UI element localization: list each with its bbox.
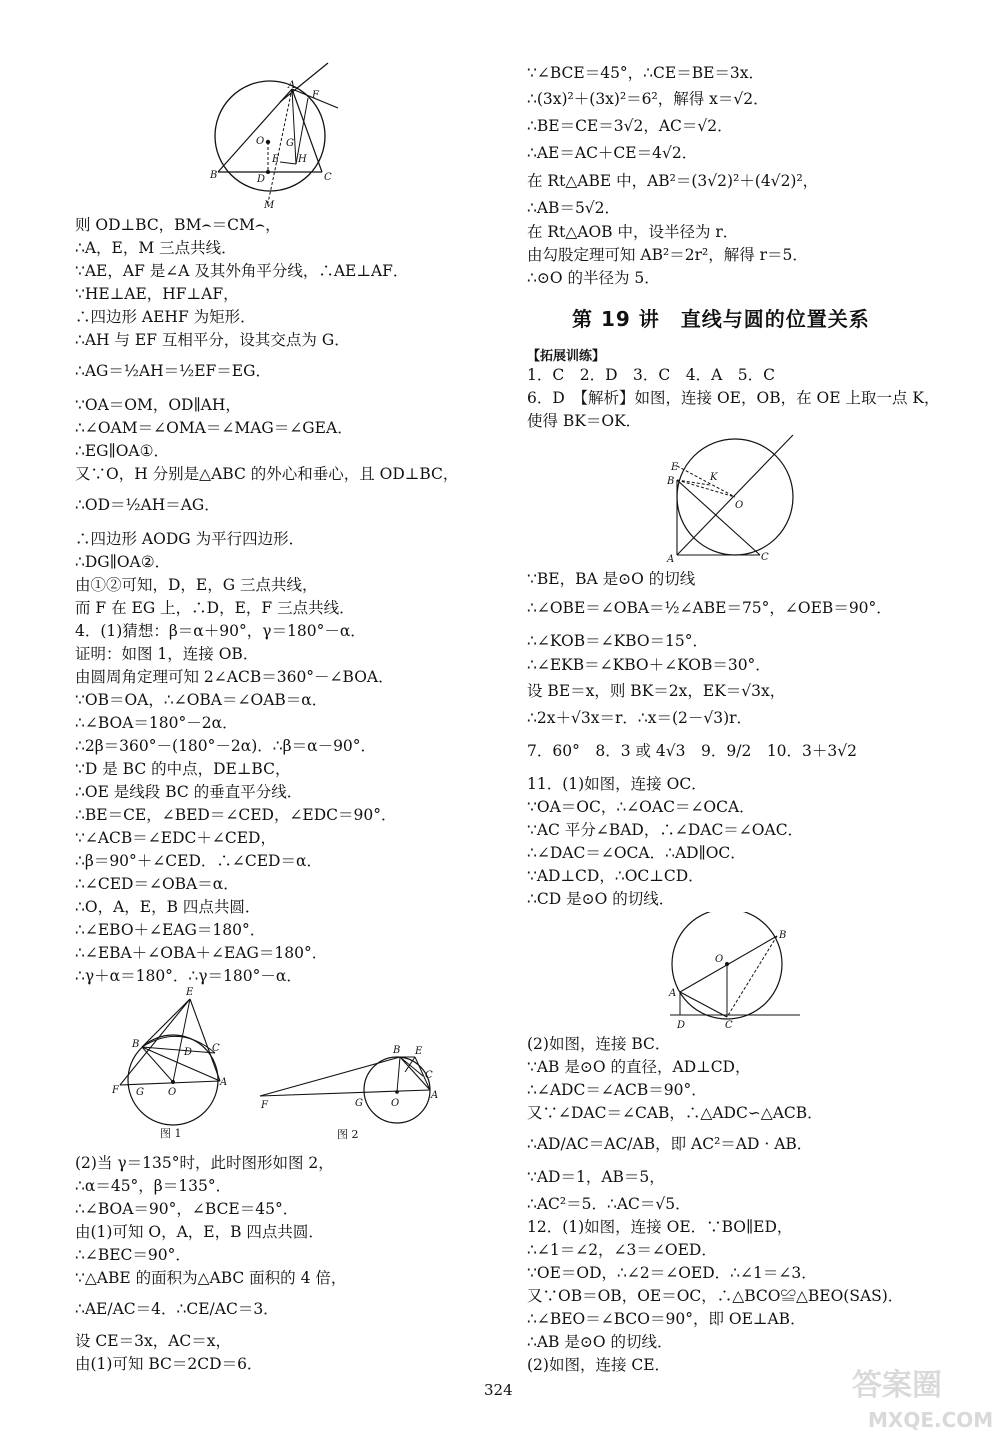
text-line: ∴O，A，E，B 四点共圆． bbox=[75, 898, 261, 916]
fig-label: O bbox=[391, 1098, 400, 1109]
text-line: ∵∠BCE＝45°，∴CE＝BE＝3x． bbox=[527, 64, 765, 82]
text-line: ∴A，E，M 三点共线． bbox=[75, 239, 237, 257]
figure-circle-orthocenter bbox=[200, 58, 350, 213]
fig-label: A bbox=[669, 988, 677, 999]
text-line: ∴AG＝½AH＝½EF＝EG． bbox=[75, 362, 271, 380]
text-line: (2)当 γ＝135°时，此时图形如图 2， bbox=[75, 1154, 334, 1172]
text-line: 在 Rt△AOB 中，设半径为 r． bbox=[527, 223, 739, 241]
text-line: 4．(1)猜想：β＝α＋90°，γ＝180°－α． bbox=[75, 622, 366, 640]
text-line: ∵∠ACB＝∠EDC＋∠CED， bbox=[75, 829, 276, 847]
text-line: ∴α＝45°，β＝135°． bbox=[75, 1177, 232, 1195]
text-line: 又∵∠DAC＝∠CAB，∴△ADC∽△ACB． bbox=[527, 1104, 823, 1122]
text-line: (2)如图，连接 BC． bbox=[527, 1035, 671, 1053]
figure-1 bbox=[110, 985, 240, 1145]
fig-label: A bbox=[220, 1077, 228, 1088]
text-line: (2)如图，连接 CE． bbox=[527, 1356, 671, 1374]
fig-label: C bbox=[725, 1020, 733, 1031]
text-line: ∴OD＝½AH＝AG． bbox=[75, 496, 220, 514]
fig-label: C bbox=[324, 172, 332, 183]
fig-label: D bbox=[184, 1047, 193, 1058]
section-title: 第 19 讲 直线与圆的位置关系 bbox=[572, 307, 870, 331]
fig-label: F bbox=[112, 1085, 119, 1096]
text-line: ∴BE＝CE，∠BED＝∠CED，∠EDC＝90°． bbox=[75, 806, 397, 824]
text-line: ∴∠BEO＝∠BCO＝90°，即 OE⊥AB． bbox=[527, 1310, 806, 1328]
text-line: ∴AC²＝5．∴AC＝√5． bbox=[527, 1195, 691, 1213]
text-line: ∴∠OBE＝∠OBA＝½∠ABE＝75°，∠OEB＝90°． bbox=[527, 599, 892, 617]
text-line: ∴∠CED＝∠OBA＝α． bbox=[75, 875, 239, 893]
fig-label: C bbox=[212, 1043, 220, 1054]
text-line: ∵OA＝OC，∴∠OAC＝∠OCA． bbox=[527, 798, 755, 816]
fig-label: B bbox=[210, 170, 218, 181]
fig-label: A bbox=[288, 80, 296, 91]
text-line: ∴AE/AC＝4．∴CE/AC＝3． bbox=[75, 1300, 279, 1318]
text-line: ∵AD＝1，AB＝5， bbox=[527, 1168, 665, 1186]
fig-label: C bbox=[425, 1070, 433, 1081]
text-line: 设 CE＝3x，AC＝x， bbox=[75, 1332, 231, 1350]
fig-label: E bbox=[186, 987, 194, 998]
text-line: ∴∠ADC＝∠ACB＝90°． bbox=[527, 1081, 707, 1099]
text-line: ∴(3x)²＋(3x)²＝6²，解得 x＝√2． bbox=[527, 90, 769, 108]
text-line: ∴OE 是线段 BC 的垂直平分线． bbox=[75, 783, 303, 801]
figure-caption: 图 2 bbox=[337, 1128, 359, 1141]
text-line: 1．C 2．D 3．C 4．A 5．C bbox=[527, 366, 776, 384]
text-line: ∴∠KOB＝∠KBO＝15°． bbox=[527, 632, 709, 650]
section-tag: 【拓展训练】 bbox=[527, 349, 606, 364]
fig-label: C bbox=[761, 552, 769, 563]
fig-label: O bbox=[168, 1087, 177, 1098]
text-line: 证明：如图 1，连接 OB． bbox=[75, 645, 259, 663]
text-line: ∴AB 是⊙O 的切线． bbox=[527, 1333, 673, 1351]
text-line: ∴AD/AC＝AC/AB，即 AC²＝AD · AB． bbox=[527, 1135, 813, 1153]
text-line: 又∵OB＝OB，OE＝OC，∴△BCO≌△BEO(SAS)． bbox=[527, 1287, 904, 1305]
text-line: 7．60° 8．3 或 4√3 9．9/2 10．3＋3√2 bbox=[527, 742, 858, 760]
watermark-text: 答案圈 bbox=[852, 1368, 942, 1403]
text-line: ∴∠OAM＝∠OMA＝∠MAG＝∠GEA． bbox=[75, 419, 353, 437]
fig-label: H bbox=[298, 154, 307, 165]
text-line: ∴2β＝360°－(180°－2α)．∴β＝α－90°． bbox=[75, 737, 377, 755]
text-line: ∴DG∥OA②． bbox=[75, 553, 171, 571]
fig-label: E bbox=[415, 1046, 423, 1057]
text-line: ∵HE⊥AE，HF⊥AF， bbox=[75, 285, 239, 303]
fig-label: G bbox=[355, 1098, 363, 1109]
figure-2 bbox=[255, 1040, 445, 1145]
fig-label: E bbox=[671, 462, 679, 473]
text-line: ∴四边形 AEHF 为矩形． bbox=[75, 308, 256, 326]
fig-label: F bbox=[312, 90, 319, 101]
text-line: ∴⊙O 的半径为 5． bbox=[527, 269, 660, 287]
text-line: ∴EG∥OA①． bbox=[75, 442, 170, 460]
text-line: ∴四边形 AODG 为平行四边形． bbox=[75, 530, 305, 548]
fig-label: G bbox=[136, 1087, 144, 1098]
fig-label: A bbox=[667, 554, 675, 565]
text-line: ∵AD⊥CD，∴OC⊥CD． bbox=[527, 867, 704, 885]
text-line: ∴CD 是⊙O 的切线． bbox=[527, 890, 675, 908]
fig-label: B bbox=[667, 476, 675, 487]
text-line: ∵△ABE 的面积为△ABC 面积的 4 倍， bbox=[75, 1269, 347, 1287]
fig-label: O bbox=[256, 136, 265, 147]
figure-caption: 图 1 bbox=[160, 1127, 182, 1140]
fig-label: K bbox=[710, 472, 718, 483]
text-line: ∵OB＝OA，∴∠OBA＝∠OAB＝α． bbox=[75, 691, 328, 709]
text-line: 在 Rt△ABE 中，AB²＝(3√2)²＋(4√2)²， bbox=[527, 172, 819, 190]
text-line: ∴β＝90°＋∠CED．∴∠CED＝α． bbox=[75, 852, 322, 870]
text-line: ∴∠BOA＝180°－2α． bbox=[75, 714, 238, 732]
text-line: ∴∠BOA＝90°，∠BCE＝45°． bbox=[75, 1200, 299, 1218]
fig-label: O bbox=[735, 500, 744, 511]
text-line: 12．(1)如图，连接 OE．∵BO∥ED， bbox=[527, 1218, 793, 1236]
text-line: ∴AH 与 EF 互相平分，设其交点为 G． bbox=[75, 331, 350, 349]
text-line: ∴BE＝CE＝3√2，AC＝√2． bbox=[527, 117, 733, 135]
text-line: 由①②可知，D，E，G 三点共线， bbox=[75, 576, 318, 594]
fig-label: O bbox=[715, 954, 724, 965]
text-line: 由(1)可知 BC＝2CD＝6． bbox=[75, 1355, 263, 1373]
text-line: ∴AB＝5√2． bbox=[527, 199, 621, 217]
text-line: ∵AC 平分∠BAD，∴∠DAC＝∠OAC． bbox=[527, 821, 804, 839]
fig-label: G bbox=[286, 138, 294, 149]
watermark-logo bbox=[848, 1355, 998, 1435]
fig-label: D bbox=[677, 1020, 686, 1031]
watermark-url: MXQE.COM bbox=[868, 1408, 994, 1432]
text-line: ∵OA＝OM，OD∥AH， bbox=[75, 396, 241, 414]
text-line: ∴∠EBA＋∠OBA＋∠EAG＝180°． bbox=[75, 944, 328, 962]
text-line: 而 F 在 EG 上，∴D，E，F 三点共线． bbox=[75, 599, 355, 617]
fig-label: B bbox=[393, 1045, 401, 1056]
page-number: 324 bbox=[484, 1381, 513, 1399]
text-line: 11．(1)如图，连接 OC． bbox=[527, 775, 707, 793]
text-line: ∵BE，BA 是⊙O 的切线 bbox=[527, 570, 696, 588]
fig-label: E bbox=[272, 154, 280, 165]
text-line: ∵D 是 BC 的中点，DE⊥BC， bbox=[75, 760, 291, 778]
text-line: 设 BE＝x，则 BK＝2x，EK＝√3x， bbox=[527, 682, 786, 700]
text-line: ∴∠1＝∠2，∠3＝∠OED． bbox=[527, 1241, 717, 1259]
text-line: ∴∠DAC＝∠OCA．∴AD∥OC． bbox=[527, 844, 746, 862]
fig-label: M bbox=[264, 200, 275, 211]
text-line: ∴2x＋√3x＝r．∴x＝(2－√3)r． bbox=[527, 709, 753, 727]
fig-label: D bbox=[257, 174, 266, 185]
text-line: ∴∠EBO＋∠EAG＝180°． bbox=[75, 921, 266, 939]
fig-label: B bbox=[779, 930, 787, 941]
text-line: ∵AE，AF 是∠A 及其外角平分线，∴AE⊥AF． bbox=[75, 262, 409, 280]
text-line: 由(1)可知 O，A，E，B 四点共圆． bbox=[75, 1223, 324, 1241]
text-line: 使得 BK＝OK． bbox=[527, 412, 642, 430]
text-line: 由勾股定理可知 AB²＝2r²，解得 r＝5． bbox=[527, 246, 808, 264]
text-line: ∵AB 是⊙O 的直径，AD⊥CD， bbox=[527, 1058, 751, 1076]
text-line: 由圆周角定理可知 2∠ACB＝360°－∠BOA． bbox=[75, 668, 394, 686]
text-line: ∴γ＋α＝180°．∴γ＝180°－α． bbox=[75, 967, 302, 985]
text-line: 6．D 【解析】如图，连接 OE，OB，在 OE 上取一点 K， bbox=[527, 389, 940, 407]
fig-label: F bbox=[261, 1100, 268, 1111]
figure-q6 bbox=[665, 430, 805, 565]
text-line: 则 OD⊥BC，BM⌢＝CM⌢， bbox=[75, 216, 281, 234]
text-line: ∴∠EKB＝∠KBO＋∠KOB＝30°． bbox=[527, 656, 771, 674]
fig-label: A bbox=[431, 1090, 439, 1101]
text-line: 又∵O，H 分别是△ABC 的外心和垂心，且 OD⊥BC， bbox=[75, 465, 459, 483]
text-line: ∴AE＝AC＋CE＝4√2． bbox=[527, 144, 698, 162]
text-line: ∴∠BEC＝90°． bbox=[75, 1246, 191, 1264]
text-line: ∵OE＝OD，∴∠2＝∠OED．∴∠1＝∠3． bbox=[527, 1264, 817, 1282]
figure-q11 bbox=[665, 912, 805, 1037]
fig-label: B bbox=[132, 1039, 140, 1050]
